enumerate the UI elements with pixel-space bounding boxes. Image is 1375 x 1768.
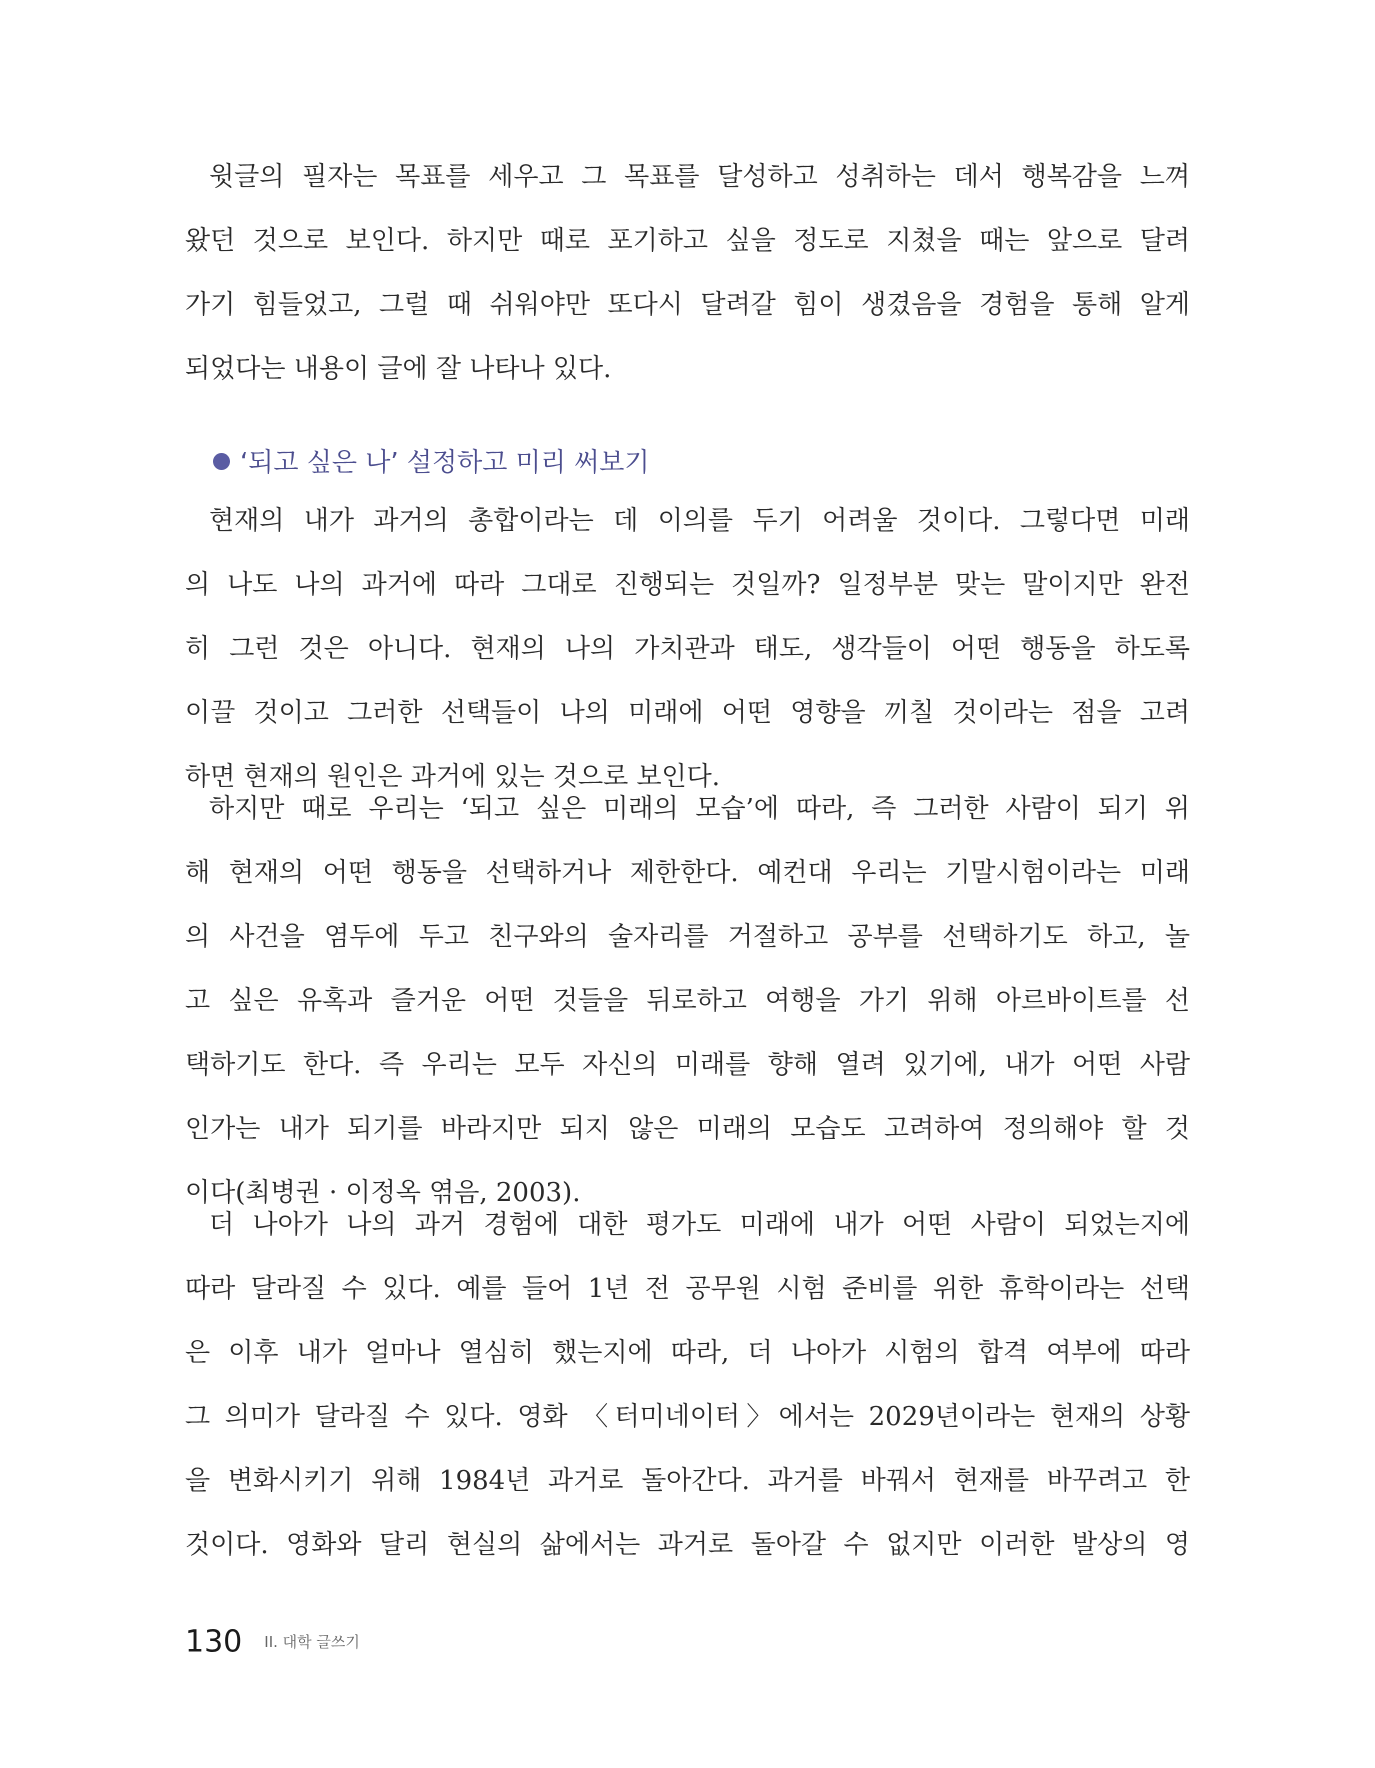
page-number: 130	[185, 1624, 243, 1660]
paragraph-line: 고 싶은 유혹과 즐거운 어떤 것들을 뒤로하고 여행을 가기 위해 아르바이트를 선	[185, 986, 1190, 1016]
paragraph-line: 현재의 내가 과거의 총합이라는 데 이의를 두기 어려울 것이다. 그렇다면 미래	[209, 506, 1190, 536]
paragraph-line: 히 그런 것은 아니다. 현재의 나의 가치관과 태도, 생각들이 어떤 행동을 하도록	[185, 634, 1190, 664]
paragraph-line: 은 이후 내가 얼마나 열심히 했는지에 따라, 더 나아가 시험의 합격 여부에 따라	[185, 1338, 1190, 1368]
paragraph-line: 가기 힘들었고, 그럴 때 쉬워야만 또다시 달려갈 힘이 생겼음을 경험을 통해 알게	[185, 290, 1190, 320]
paragraph-line: 의 사건을 염두에 두고 친구와의 술자리를 거절하고 공부를 선택하기도 하고, 놀	[185, 922, 1190, 952]
paragraph-line: 택하기도 한다. 즉 우리는 모두 자신의 미래를 향해 열려 있기에, 내가 어떤 사람	[185, 1050, 1190, 1080]
paragraph-line: 따라 달라질 수 있다. 예를 들어 1년 전 공무원 시험 준비를 위한 휴학이라는 선택	[185, 1274, 1190, 1304]
paragraph-line: 인가는 내가 되기를 바라지만 되지 않은 미래의 모습도 고려하여 정의해야 할 것	[185, 1114, 1190, 1144]
paragraph-line: 이끌 것이고 그러한 선택들이 나의 미래에 어떤 영향을 끼칠 것이라는 점을 고려	[185, 698, 1190, 728]
paragraph-line: 더 나아가 나의 과거 경험에 대한 평가도 미래에 내가 어떤 사람이 되었는지에	[209, 1210, 1190, 1240]
paragraph-line: 것이다. 영화와 달리 현실의 삶에서는 과거로 돌아갈 수 없지만 이러한 발상의 영	[185, 1530, 1190, 1560]
paragraph-line: 왔던 것으로 보인다. 하지만 때로 포기하고 싶을 정도로 지쳤을 때는 앞으로 달려	[185, 226, 1190, 256]
page-footer	[185, 1617, 360, 1667]
section-label: II. 대학 글쓰기	[264, 1633, 360, 1652]
paragraph-line: 그 의미가 달라질 수 있다. 영화 〈터미네이터〉에서는 2029년이라는 현재의 상황	[185, 1402, 1190, 1432]
paragraph-line: 되었다는 내용이 글에 잘 나타나 있다.	[185, 354, 612, 384]
paragraph-line: 하지만 때로 우리는 ‘되고 싶은 미래의 모습’에 따라, 즉 그러한 사람이 되기 위	[209, 794, 1190, 824]
section-heading	[213, 443, 649, 483]
paragraph-line: 의 나도 나의 과거에 따라 그대로 진행되는 것일까? 일정부분 맞는 말이지만 완전	[185, 570, 1190, 600]
paragraph-line: 해 현재의 어떤 행동을 선택하거나 제한한다. 예컨대 우리는 기말시험이라는 미래	[185, 858, 1190, 888]
bullet-icon	[213, 453, 230, 470]
paragraph-line: 하면 현재의 원인은 과거에 있는 것으로 보인다.	[185, 762, 721, 792]
paragraph-line: 이다(최병권 · 이정옥 엮음, 2003).	[185, 1178, 581, 1208]
section-heading-text: ‘되고 싶은 나’ 설정하고 미리 써보기	[240, 448, 650, 478]
paragraph-line: 을 변화시키기 위해 1984년 과거로 돌아간다. 과거를 바꿔서 현재를 바꾸려고 한	[185, 1466, 1190, 1496]
paragraph-line: 윗글의 필자는 목표를 세우고 그 목표를 달성하고 성취하는 데서 행복감을 느껴	[209, 162, 1190, 192]
